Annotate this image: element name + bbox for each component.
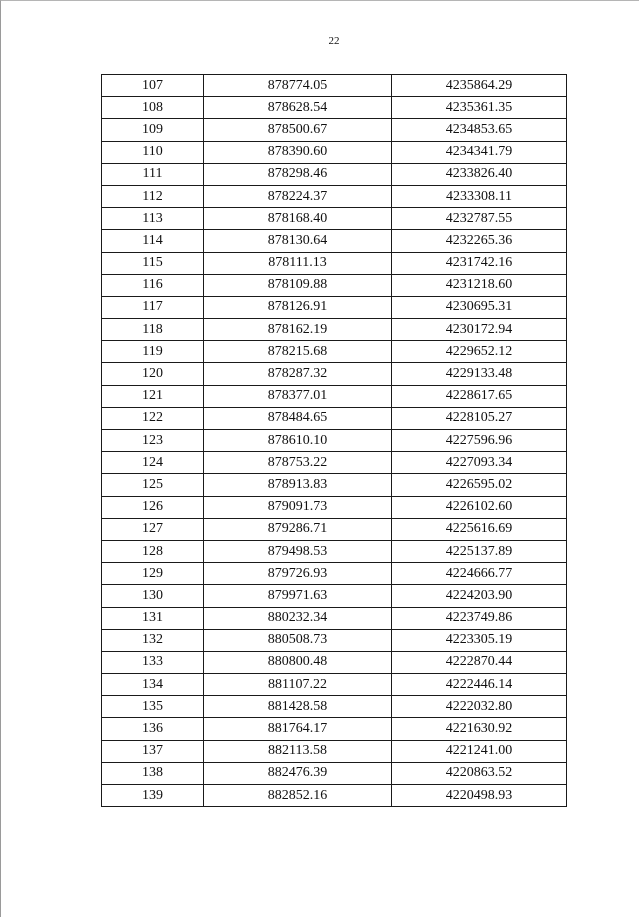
point-number-cell: 112 — [102, 185, 204, 207]
table-row — [102, 97, 567, 119]
point-number-cell: 138 — [102, 762, 204, 784]
x-coordinate-cell: 879498.53 — [204, 540, 392, 562]
point-number-cell: 110 — [102, 141, 204, 163]
table-row — [102, 230, 567, 252]
y-coordinate-cell: 4222446.14 — [392, 674, 567, 696]
y-coordinate-cell: 4232787.55 — [392, 208, 567, 230]
x-coordinate-cell: 882476.39 — [204, 762, 392, 784]
y-coordinate-cell: 4227596.96 — [392, 430, 567, 452]
y-coordinate-cell: 4235361.35 — [392, 97, 567, 119]
point-number-cell: 122 — [102, 407, 204, 429]
y-coordinate-cell: 4230172.94 — [392, 319, 567, 341]
table-row — [102, 430, 567, 452]
point-number-cell: 108 — [102, 97, 204, 119]
coordinates-table-body — [102, 75, 567, 807]
table-row — [102, 75, 567, 97]
point-number-cell: 128 — [102, 540, 204, 562]
y-coordinate-cell: 4221241.00 — [392, 740, 567, 762]
table-row — [102, 740, 567, 762]
x-coordinate-cell: 878628.54 — [204, 97, 392, 119]
table-row — [102, 208, 567, 230]
y-coordinate-cell: 4220498.93 — [392, 785, 567, 807]
table-row — [102, 563, 567, 585]
point-number-cell: 107 — [102, 75, 204, 97]
table-row — [102, 452, 567, 474]
y-coordinate-cell: 4235864.29 — [392, 75, 567, 97]
y-coordinate-cell: 4222870.44 — [392, 651, 567, 673]
table-row — [102, 762, 567, 784]
table-row — [102, 629, 567, 651]
x-coordinate-cell: 878500.67 — [204, 119, 392, 141]
point-number-cell: 136 — [102, 718, 204, 740]
point-number-cell: 127 — [102, 518, 204, 540]
point-number-cell: 139 — [102, 785, 204, 807]
x-coordinate-cell: 881107.22 — [204, 674, 392, 696]
y-coordinate-cell: 4221630.92 — [392, 718, 567, 740]
y-coordinate-cell: 4224203.90 — [392, 585, 567, 607]
point-number-cell: 120 — [102, 363, 204, 385]
table-row — [102, 651, 567, 673]
x-coordinate-cell: 880232.34 — [204, 607, 392, 629]
point-number-cell: 121 — [102, 385, 204, 407]
x-coordinate-cell: 878224.37 — [204, 185, 392, 207]
point-number-cell: 115 — [102, 252, 204, 274]
y-coordinate-cell: 4231218.60 — [392, 274, 567, 296]
y-coordinate-cell: 4233826.40 — [392, 163, 567, 185]
x-coordinate-cell: 878287.32 — [204, 363, 392, 385]
x-coordinate-cell: 881764.17 — [204, 718, 392, 740]
table-row — [102, 674, 567, 696]
x-coordinate-cell: 881428.58 — [204, 696, 392, 718]
table-row — [102, 496, 567, 518]
x-coordinate-cell: 880508.73 — [204, 629, 392, 651]
y-coordinate-cell: 4225616.69 — [392, 518, 567, 540]
y-coordinate-cell: 4225137.89 — [392, 540, 567, 562]
y-coordinate-cell: 4229652.12 — [392, 341, 567, 363]
point-number-cell: 125 — [102, 474, 204, 496]
table-row — [102, 296, 567, 318]
point-number-cell: 133 — [102, 651, 204, 673]
table-row — [102, 407, 567, 429]
y-coordinate-cell: 4224666.77 — [392, 563, 567, 585]
point-number-cell: 137 — [102, 740, 204, 762]
x-coordinate-cell: 882852.16 — [204, 785, 392, 807]
y-coordinate-cell: 4230695.31 — [392, 296, 567, 318]
point-number-cell: 117 — [102, 296, 204, 318]
x-coordinate-cell: 878390.60 — [204, 141, 392, 163]
point-number-cell: 116 — [102, 274, 204, 296]
table-row — [102, 696, 567, 718]
table-row — [102, 252, 567, 274]
page-number: 22 — [328, 35, 340, 47]
point-number-cell: 126 — [102, 496, 204, 518]
y-coordinate-cell: 4226595.02 — [392, 474, 567, 496]
table-row — [102, 385, 567, 407]
table-row — [102, 540, 567, 562]
y-coordinate-cell: 4228105.27 — [392, 407, 567, 429]
table-row — [102, 163, 567, 185]
y-coordinate-cell: 4234341.79 — [392, 141, 567, 163]
x-coordinate-cell: 879286.71 — [204, 518, 392, 540]
y-coordinate-cell: 4220863.52 — [392, 762, 567, 784]
y-coordinate-cell: 4223305.19 — [392, 629, 567, 651]
point-number-cell: 111 — [102, 163, 204, 185]
table-row — [102, 119, 567, 141]
table-row — [102, 141, 567, 163]
x-coordinate-cell: 879091.73 — [204, 496, 392, 518]
x-coordinate-cell: 878109.88 — [204, 274, 392, 296]
table-row — [102, 607, 567, 629]
table-row — [102, 363, 567, 385]
point-number-cell: 119 — [102, 341, 204, 363]
point-number-cell: 114 — [102, 230, 204, 252]
table-row — [102, 185, 567, 207]
x-coordinate-cell: 882113.58 — [204, 740, 392, 762]
y-coordinate-cell: 4223749.86 — [392, 607, 567, 629]
coordinates-table — [101, 74, 567, 807]
x-coordinate-cell: 878774.05 — [204, 75, 392, 97]
x-coordinate-cell: 878913.83 — [204, 474, 392, 496]
point-number-cell: 124 — [102, 452, 204, 474]
table-row — [102, 319, 567, 341]
y-coordinate-cell: 4228617.65 — [392, 385, 567, 407]
point-number-cell: 131 — [102, 607, 204, 629]
y-coordinate-cell: 4229133.48 — [392, 363, 567, 385]
table-row — [102, 585, 567, 607]
point-number-cell: 109 — [102, 119, 204, 141]
x-coordinate-cell: 880800.48 — [204, 651, 392, 673]
table-row — [102, 341, 567, 363]
point-number-cell: 134 — [102, 674, 204, 696]
y-coordinate-cell: 4234853.65 — [392, 119, 567, 141]
x-coordinate-cell: 878377.01 — [204, 385, 392, 407]
point-number-cell: 123 — [102, 430, 204, 452]
x-coordinate-cell: 878162.19 — [204, 319, 392, 341]
point-number-cell: 129 — [102, 563, 204, 585]
x-coordinate-cell: 878168.40 — [204, 208, 392, 230]
x-coordinate-cell: 878215.68 — [204, 341, 392, 363]
y-coordinate-cell: 4233308.11 — [392, 185, 567, 207]
y-coordinate-cell: 4227093.34 — [392, 452, 567, 474]
x-coordinate-cell: 878111.13 — [204, 252, 392, 274]
y-coordinate-cell: 4226102.60 — [392, 496, 567, 518]
point-number-cell: 118 — [102, 319, 204, 341]
x-coordinate-cell: 878130.64 — [204, 230, 392, 252]
y-coordinate-cell: 4231742.16 — [392, 252, 567, 274]
table-row — [102, 785, 567, 807]
table-row — [102, 474, 567, 496]
table-row — [102, 274, 567, 296]
y-coordinate-cell: 4232265.36 — [392, 230, 567, 252]
x-coordinate-cell: 879726.93 — [204, 563, 392, 585]
table-row — [102, 518, 567, 540]
x-coordinate-cell: 878610.10 — [204, 430, 392, 452]
point-number-cell: 113 — [102, 208, 204, 230]
table-row — [102, 718, 567, 740]
y-coordinate-cell: 4222032.80 — [392, 696, 567, 718]
x-coordinate-cell: 878126.91 — [204, 296, 392, 318]
x-coordinate-cell: 878753.22 — [204, 452, 392, 474]
x-coordinate-cell: 878484.65 — [204, 407, 392, 429]
x-coordinate-cell: 879971.63 — [204, 585, 392, 607]
point-number-cell: 132 — [102, 629, 204, 651]
point-number-cell: 135 — [102, 696, 204, 718]
point-number-cell: 130 — [102, 585, 204, 607]
x-coordinate-cell: 878298.46 — [204, 163, 392, 185]
